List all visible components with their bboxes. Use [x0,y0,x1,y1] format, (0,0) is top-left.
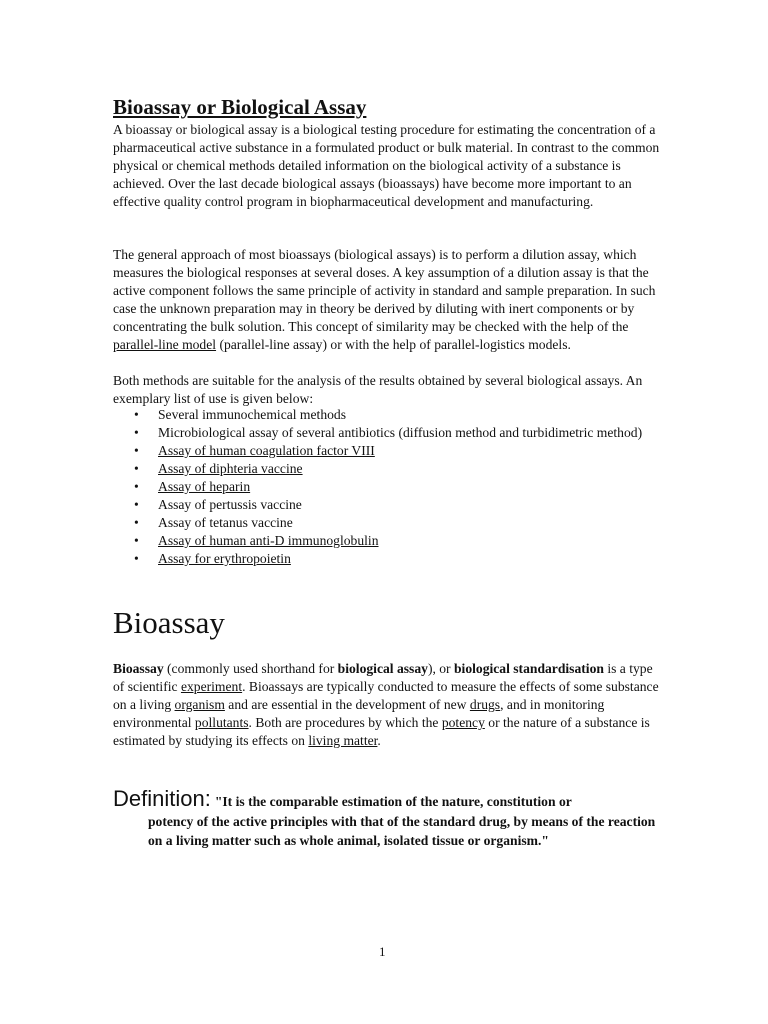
paragraph-text: is a type of scientific [113,661,653,694]
bioassay-definition-paragraph [113,660,661,750]
inline-link[interactable]: organism [174,697,225,712]
list-item-text: Several immunochemical methods [158,407,346,422]
definition-text-line1: "It is the comparable estimation of the nature, constitution or [214,794,572,809]
list-item-link[interactable]: Assay for erythropoietin [158,551,291,566]
inline-link[interactable]: living matter [308,733,378,748]
paragraph-text: . Both are procedures by which the [248,715,442,730]
list-item [113,478,661,496]
list-item-link[interactable]: Assay of human anti-D immunoglobulin [158,533,379,548]
paragraph-text: . [377,733,381,748]
list-item-link[interactable]: Assay of human coagulation factor VIII [158,443,375,458]
paragraph-text: , and in monitoring environmental [113,697,605,730]
list-item-text: Assay of pertussis vaccine [158,497,302,512]
dilution-text-a: The general approach of most bioassays (biological assays) is to perform a dilution assay, which measures the biological responses at several doses. A key assumption of a dilution assay is that the active component follows the same principle of activity in standard and sample preparation. In such case the unknown preparation may in theory be derived by diluting with inert components or by concentrating the bulk solution. This concept of similarity may be checked with the help of the [113,247,656,334]
list-item-text: Assay of tetanus vaccine [158,515,293,530]
paragraph-text: (commonly used shorthand for [163,661,338,676]
inline-link[interactable]: potency [441,715,485,730]
paragraph-text: ), or [427,661,454,676]
dilution-assay-paragraph [113,246,661,354]
list-item [113,460,661,478]
section-title-bioassay-or-biological-assay: Bioassay or Biological Assay [113,95,367,119]
definition-text-rest: potency of the active principles with that of the standard drug, by means of the reaction on a living matter such as whole animal, isolated tissue or organism." [148,814,656,848]
list-item [113,424,661,442]
list-item-link[interactable]: Assay of heparin [158,479,251,494]
bold-term: biological standardisation [453,661,604,676]
dilution-text-b: (parallel-line assay) or with the help of parallel-logistics models. [216,337,571,352]
inline-link[interactable]: drugs [469,697,501,712]
paragraph-text: or the nature of a substance is estimated by studying its effects on [113,715,650,748]
list-item [113,496,661,514]
paragraph-text: and are essential in the development of new [224,697,470,712]
intro-paragraph: A bioassay or biological assay is a biological testing procedure for estimating the concentration of a pharmaceutical active substance in a formulated product or bulk material. In contrast to the common physical or chemical methods detailed information on the biological activity of a substance is achieved. Over the last decade biological assays (bioassays) have become more important to an effective quality control program in biopharmaceutical development and manufacturing. [113,122,660,209]
page-number: 1 [379,944,386,959]
list-item-text: Microbiological assay of several antibiotics (diffusion method and turbidimetric method) [158,425,643,440]
section-title-bioassay: Bioassay [113,605,225,640]
list-item-link[interactable]: Assay of diphteria vaccine [158,461,303,476]
assay-uses-list [113,406,661,568]
definition-block [113,786,661,850]
bold-term: biological assay [337,661,428,676]
paragraph-text: . Bioassays are typically conducted to measure the effects of some substance on a living [113,679,659,712]
parallel-line-model-link[interactable]: parallel-line model [113,337,217,352]
definition-label: Definition: [113,786,211,811]
inline-link[interactable]: pollutants [194,715,249,730]
list-item [113,514,661,532]
bold-term: Bioassay [113,661,164,676]
list-item [113,532,661,550]
inline-link[interactable]: experiment [180,679,243,694]
list-item [113,550,661,568]
list-item [113,442,661,460]
list-item [113,406,661,424]
methods-paragraph: Both methods are suitable for the analysis of the results obtained by several biological assays. An exemplary list of use is given below: [113,373,643,406]
